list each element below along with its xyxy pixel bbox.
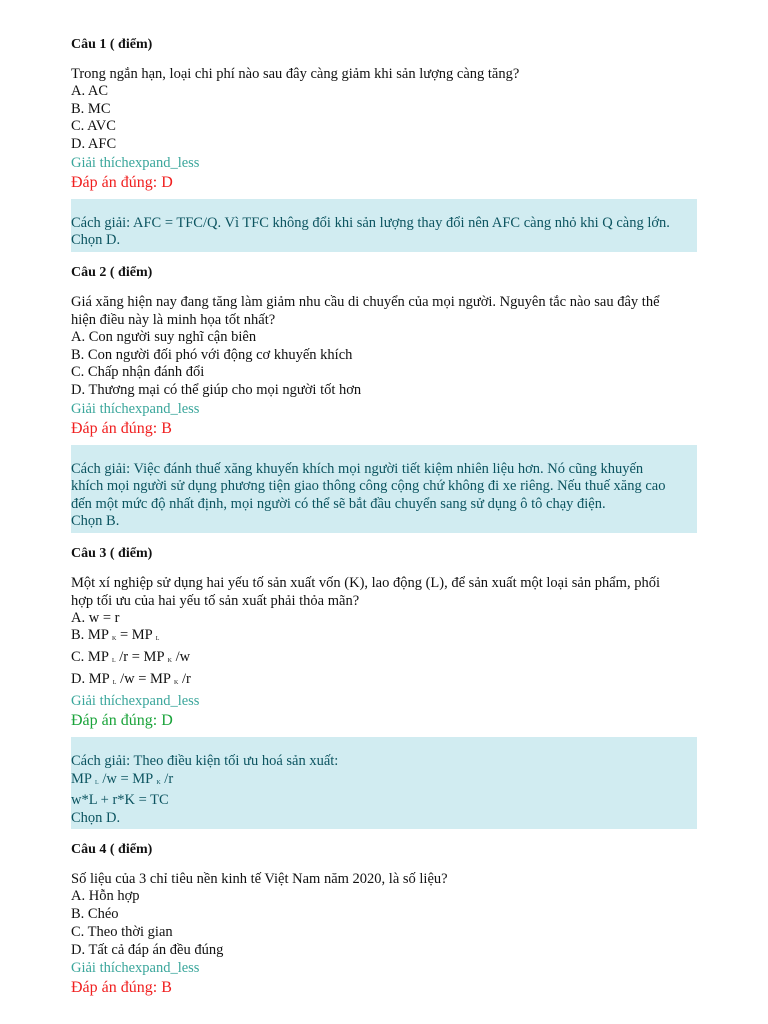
explain-toggle-link[interactable]: Giải thíchexpand_less: [71, 693, 200, 710]
subscript: L: [155, 636, 160, 643]
option-b: B. Con người đối phó với động cơ khuyến khích: [71, 346, 353, 363]
subscript: K: [174, 679, 179, 686]
question-text-line: hợp tối ưu của hai yếu tố sản xuất phải thỏa mãn?: [71, 592, 360, 609]
subscript: K: [111, 636, 117, 643]
option-a: A. Hỗn hợp: [71, 888, 140, 905]
subscript: K: [156, 779, 161, 786]
option-d: D. AFC: [71, 136, 117, 153]
question-4: [71, 841, 697, 998]
solution-text-line: Cách giải: Theo điều kiện tối ưu hoá sản xuất:: [71, 753, 339, 770]
solution-box: [71, 737, 697, 829]
solution-text-line: Cách giải: Việc đánh thuế xăng khuyến khích mọi người tiết kiệm nhiên liệu hơn. Nó cũng khuyến: [71, 460, 644, 477]
solution-text: Cách giải: AFC = TFC/Q. Vì TFC không đổi khi sản lượng thay đổi nên AFC càng nhỏ khi Q càng lớn.: [71, 214, 670, 231]
solution-choice: Chọn D.: [71, 809, 121, 826]
subscript: L: [95, 779, 99, 786]
explain-toggle-link[interactable]: Giải thíchexpand_less: [71, 400, 200, 417]
formula-text: MP: [71, 770, 92, 787]
question-text-line: hiện điều này là minh họa tốt nhất?: [71, 311, 276, 328]
question-title: Câu 4 ( điểm): [71, 842, 153, 858]
option-c: C. AVC: [71, 118, 116, 135]
solution-choice: Chọn B.: [71, 513, 120, 530]
option-text: D. MP: [71, 670, 110, 687]
option-d: D. Thương mại có thể giúp cho mọi người tốt hơn: [71, 381, 362, 398]
option-a: A. Con người suy nghĩ cận biên: [71, 328, 257, 345]
option-d: D. Tất cả đáp án đều đúng: [71, 941, 224, 958]
correct-answer: Đáp án đúng: D: [71, 712, 173, 730]
explain-toggle-link[interactable]: Giải thíchexpand_less: [71, 154, 200, 171]
option-text: /r: [178, 670, 191, 687]
option-text: B. MP: [71, 627, 109, 644]
question-text-line: Giá xăng hiện nay đang tăng làm giảm nhu cầu di chuyển của mọi người. Nguyên tắc nào sau đây thể: [71, 293, 660, 310]
subscript: L: [111, 658, 116, 665]
question-text: Trong ngắn hạn, loại chi phí nào sau đây càng giảm khi sản lượng càng tăng?: [71, 66, 520, 82]
option-a: [71, 610, 697, 628]
correct-answer: Đáp án đúng: B: [71, 419, 172, 437]
solution-formula: [71, 771, 697, 793]
option-b: [71, 627, 697, 649]
correct-answer: Đáp án đúng: D: [71, 173, 173, 191]
option-text: = MP: [116, 627, 153, 644]
quiz-page: [71, 36, 697, 998]
option-b: B. MC: [71, 100, 111, 117]
question-title: Câu 1 ( điểm): [71, 37, 153, 52]
option-b: B. Chéo: [71, 906, 119, 923]
option-d: [71, 671, 697, 693]
question-title: Câu 3 ( điểm): [71, 545, 153, 561]
explain-toggle-link[interactable]: Giải thíchexpand_less: [71, 960, 200, 977]
option-text: /w: [171, 649, 191, 666]
question-1: [71, 36, 697, 252]
question-text-line: Một xí nghiệp sử dụng hai yếu tố sản xuất vốn (K), lao động (L), để sản xuất một loại sản phẩm, phối: [71, 574, 660, 591]
option-c: C. Theo thời gian: [71, 923, 173, 940]
solution-box: [71, 199, 697, 252]
correct-answer: Đáp án đúng: B: [71, 979, 172, 997]
solution-text-line: khích mọi người sử dụng phương tiện giao thông công cộng chứ không đi xe riêng. Nếu thuế xăng cao: [71, 478, 666, 495]
question-title: Câu 2 ( điểm): [71, 264, 153, 280]
question-text: Số liệu của 3 chỉ tiêu nền kinh tế Việt Nam năm 2020, là số liệu?: [71, 871, 448, 888]
solution-box: [71, 445, 697, 533]
formula-text: /w = MP: [98, 770, 153, 787]
option-c: C. Chấp nhận đánh đổi: [71, 364, 205, 381]
subscript: K: [167, 658, 172, 665]
option-text: /w = MP: [116, 670, 171, 687]
option-text: /r = MP: [115, 649, 164, 666]
question-2: [71, 264, 697, 533]
question-3: [71, 545, 697, 830]
subscript: L: [112, 679, 117, 686]
solution-formula: w*L + r*K = TC: [71, 792, 169, 809]
formula-text: /r: [160, 770, 174, 787]
option-c: [71, 649, 697, 671]
option-text: C. MP: [71, 649, 109, 666]
solution-text-line: đến một mức độ nhất định, mọi người có thể sẽ bắt đầu chuyển sang sử dụng ô tô chạy điện.: [71, 495, 606, 512]
option-text: A. w = r: [71, 609, 120, 626]
option-a: A. AC: [71, 83, 109, 99]
solution-choice: Chọn D.: [71, 232, 121, 249]
